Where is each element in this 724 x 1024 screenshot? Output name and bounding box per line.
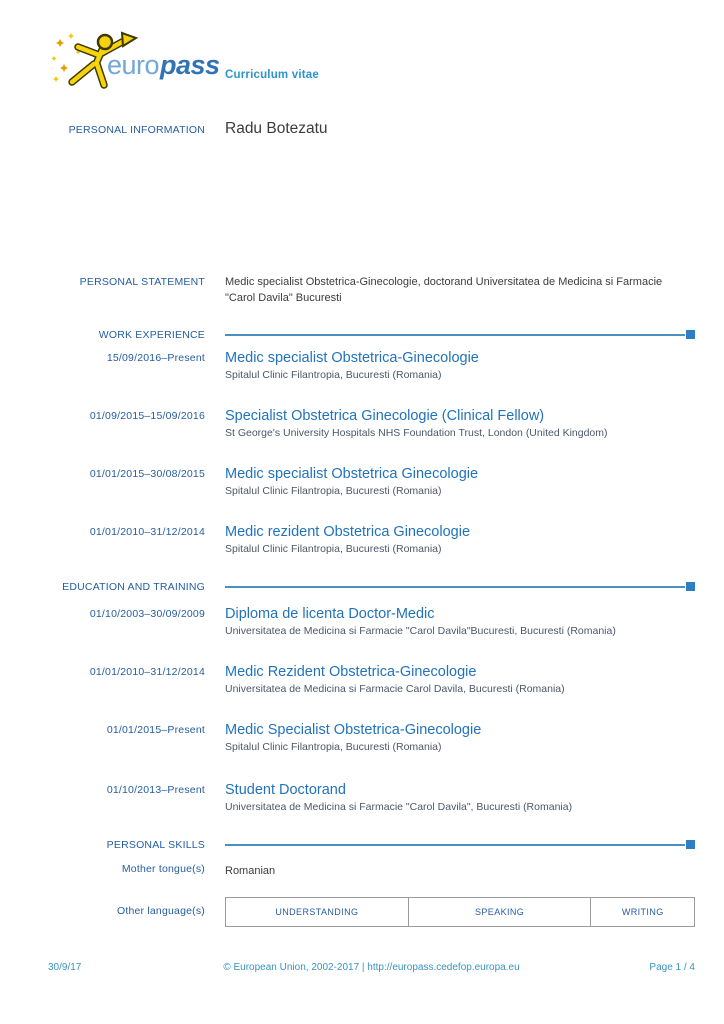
europass-logo-icon xyxy=(48,30,220,90)
entry-title: Diploma de licenta Doctor-Medic xyxy=(225,606,435,622)
entry-organisation: St George's University Hospitals NHS Foundation Trust, London (United Kingdom) xyxy=(225,427,608,439)
education-entry xyxy=(0,605,724,639)
column-header-speaking: SPEAKING xyxy=(408,898,591,927)
entry-period: 01/09/2015–15/09/2016 xyxy=(89,410,205,422)
work-entry xyxy=(0,407,724,441)
entry-organisation: Spitalul Clinic Filantropia, Bucuresti (Romania) xyxy=(225,485,442,497)
personal-skills-label: PERSONAL SKILLS xyxy=(106,838,205,851)
column-header-writing: WRITING xyxy=(591,898,695,927)
personal-information-row xyxy=(0,122,724,138)
entry-title: Medic specialist Obstetrica Ginecologie xyxy=(225,466,479,482)
rule-square-icon xyxy=(686,840,695,849)
personal-information-label: PERSONAL INFORMATION xyxy=(68,124,205,136)
education-header xyxy=(0,580,724,593)
entry-title: Student Doctorand xyxy=(225,782,346,798)
work-experience-label: WORK EXPERIENCE xyxy=(98,328,205,341)
entry-organisation: Spitalul Clinic Filantropia, Bucuresti (Romania) xyxy=(225,543,442,555)
person-name: Radu Botezatu xyxy=(225,120,328,137)
entry-period: 01/01/2015–30/08/2015 xyxy=(89,468,205,480)
education-label: EDUCATION AND TRAINING xyxy=(62,580,205,593)
entry-organisation: Universitatea de Medicina si Farmacie "Carol Davila", Bucuresti (Romania) xyxy=(225,801,573,813)
work-entry xyxy=(0,465,724,499)
footer-date: 30/9/17 xyxy=(48,962,82,973)
entry-title: Medic rezident Obstetrica Ginecologie xyxy=(225,524,471,540)
entry-organisation: Spitalul Clinic Filantropia, Bucuresti (Romania) xyxy=(225,369,442,381)
rule-square-icon xyxy=(686,582,695,591)
europass-logo xyxy=(48,30,225,95)
entry-period: 01/10/2003–30/09/2009 xyxy=(89,608,205,620)
mother-tongue-label: Mother tongue(s) xyxy=(121,863,205,875)
entry-period: 01/01/2010–31/12/2014 xyxy=(89,666,205,678)
entry-title: Specialist Obstetrica Ginecologie (Clinical Fellow) xyxy=(225,408,545,424)
entry-title: Medic specialist Obstetrica-Ginecologie xyxy=(225,350,479,366)
page-footer xyxy=(48,962,695,973)
logo-text-euro: euro xyxy=(107,50,160,80)
section-rule xyxy=(225,328,695,341)
personal-statement-text: Medic specialist Obstetrica-Ginecologie, doctorand Universitatea de Medicina si Farmacie "Carol Davila" Bucuresti xyxy=(225,276,663,304)
rule-square-icon xyxy=(686,330,695,339)
rule-line xyxy=(225,844,685,846)
page-header xyxy=(0,0,724,95)
entry-title: Medic Specialist Obstetrica-Ginecologie xyxy=(225,722,482,738)
footer-page-number: Page 1 / 4 xyxy=(649,962,695,973)
work-entry xyxy=(0,523,724,557)
other-languages-label: Other language(s) xyxy=(116,905,205,917)
education-entry xyxy=(0,721,724,755)
logo-text-pass: pass xyxy=(160,50,220,80)
document-type-label: Curriculum vitae xyxy=(225,69,319,81)
entry-period: 01/01/2015–Present xyxy=(106,724,205,736)
language-skills-table xyxy=(225,897,695,927)
entry-period: 01/10/2013–Present xyxy=(106,784,205,796)
entry-organisation: Universitatea de Medicina si Farmacie Carol Davila, Bucuresti (Romania) xyxy=(225,683,565,695)
work-entry xyxy=(0,349,724,383)
rule-line xyxy=(225,334,685,336)
entry-organisation: Spitalul Clinic Filantropia, Bucuresti (Romania) xyxy=(225,741,442,753)
footer-copyright-link[interactable]: © European Union, 2002-2017 | http://europass.cedefop.europa.eu xyxy=(223,962,520,973)
education-entry xyxy=(0,781,724,815)
entry-period: 15/09/2016–Present xyxy=(106,352,205,364)
section-rule xyxy=(225,838,695,851)
entry-period: 01/01/2010–31/12/2014 xyxy=(89,526,205,538)
language-table-header-row xyxy=(226,898,695,927)
personal-statement-row xyxy=(0,276,724,306)
mother-tongue-value: Romanian xyxy=(225,865,276,877)
personal-statement-label: PERSONAL STATEMENT xyxy=(79,276,205,288)
entry-organisation: Universitatea de Medicina si Farmacie "Carol Davila"Bucuresti, Bucuresti (Romania) xyxy=(225,625,616,637)
rule-line xyxy=(225,586,685,588)
entry-title: Medic Rezident Obstetrica-Ginecologie xyxy=(225,664,477,680)
other-languages-row xyxy=(0,897,724,927)
section-rule xyxy=(225,580,695,593)
education-entry xyxy=(0,663,724,697)
work-experience-header xyxy=(0,328,724,341)
column-header-understanding: UNDERSTANDING xyxy=(226,898,409,927)
mother-tongue-row xyxy=(0,863,724,879)
personal-skills-header xyxy=(0,838,724,851)
